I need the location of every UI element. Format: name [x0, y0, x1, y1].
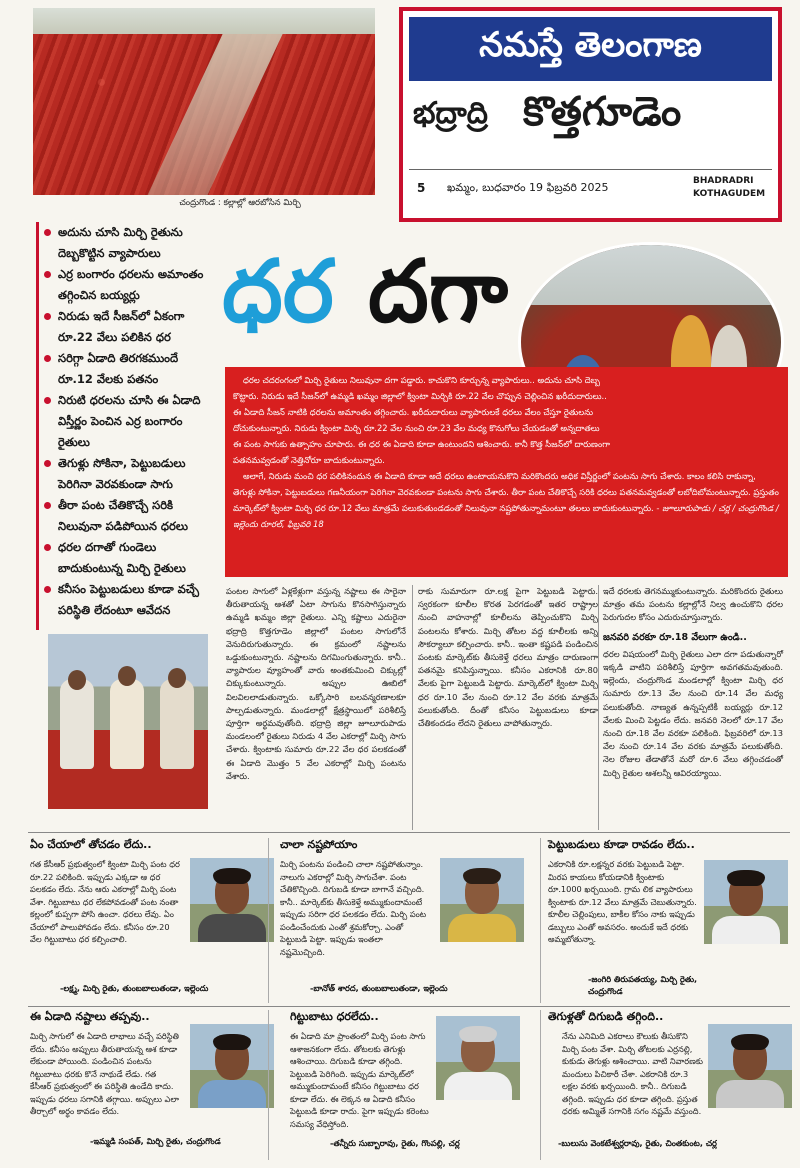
card-divider [268, 1010, 269, 1160]
section-divider [28, 832, 790, 833]
testimonial-card [280, 838, 530, 1008]
highlight-item: ఎర్ర బంగారం ధరలను అమాంతం తగ్గించిన బయ్యర్లు [44, 264, 216, 306]
card-title: చాలా నష్టపోయాం [280, 838, 358, 851]
card-body: నేను ఎనిమిది ఎకరాలు కౌలుకు తీసుకొని మిర్చి పంట వేశా. మిర్చి తోటలకు ఎర్రనల్లి, కుకుడు తెగుళ్లు ఆశించాయి. వాటి నివారణకు మందులు పిచికారీ చేశా. ఎకరానికి రూ.3 లక్షల వరకు ఖర్చయింది. కానీ.. దిగుబడి తగ్గింది. ఇప్పుడు ధర కూడా తగ్గింది. ప్రస్తుత ధరకు అమ్మితే సగానికి సగం నష్టమే వస్తుంది. [562, 1031, 703, 1116]
card-title: ఈ ఏడాది నష్టాలు తప్పవు.. [30, 1010, 150, 1023]
date-line: ఖమ్మం, బుధవారం 19 ఫిబ్రవరి 2025 [447, 181, 609, 194]
highlight-item: తీరా పంట చేతికొచ్చే సరికి నిలువునా పడిపోయిన ధరలు [44, 495, 216, 537]
summary-box [225, 367, 788, 577]
card-signature: -జంగిరి తిరుపతయ్య, మిర్చి రైతు, చంద్రుగొండ [588, 974, 698, 996]
farmer-portrait [708, 1024, 792, 1108]
chili-drying-photo [33, 8, 375, 195]
card-signature: -లక్ష్మ, మిర్చి రైతు, తుంబబాలుతండా, ఇల్లెందు [60, 983, 209, 993]
testimonial-card [548, 1010, 798, 1160]
card-body: ఎకరానికి రూ.లక్షన్నర వరకు పెట్టుబడి పెట్టా. మిరప కాయలు కోయడానికి క్వింటాకు రూ.1000 ఖర్చయింది. గ్రామ లిక వ్యాపారులు క్వింటాకు రూ.12 వేలు మాత్రమే చెబుతున్నారు. కూలీల చెల్లింపులు, బాకీల కోసం నాకు ఇప్పుడు డబ్బులు ఎంతో అవసరం. అందుకే ఇదే ధరకు అమ్మబోతున్నా. [548, 859, 697, 944]
card-signature: -బానోత్ శారద, తుంబబాలుతండా, ఇల్లెందు [310, 983, 448, 993]
top-photo-caption: చంద్రుగొండ : కల్లాల్లో ఆరబోసిన మిర్చి [179, 198, 301, 208]
region-name-1: భద్రాద్రి [413, 96, 488, 131]
highlight-item: నిరుడు ఇదే సీజన్‌లో ఏకంగా రూ.22 వేలు పలికిన ధర [44, 306, 216, 348]
masthead-divider [409, 169, 772, 170]
headline-word-1: ధర [222, 242, 334, 342]
farmers-holding-chili-photo [48, 634, 208, 809]
headline-word-2: దగా [368, 242, 508, 342]
highlights-list [44, 222, 216, 621]
newspaper-title: నమస్తే తెలంగాణ [479, 25, 702, 65]
card-body: మిర్చి సాగులో ఈ ఏడాది లాభాలు వచ్చే పరిస్థితి లేదు. కనీసం అప్పులు తీరుతాయన్న ఆశ కూడా లేకుండా పోయింది. పండించిన పంటను గిట్టుబాటు ధరకు కొనే నాథుడే లేడు. గత కేసీఆర్ ప్రభుత్వంలో ఈ పరిస్థితి ఉండేది కాదు. ఇప్పుడు ధరలు సగానికి తగ్గాయి. అప్పులు ఎలా తీర్చాలో అర్థం కావడం లేదు. [30, 1031, 179, 1116]
farmer-portrait [190, 858, 274, 942]
summary-paragraph-1: ధరల చదరంగంలో మిర్చి రైతులు నిలువునా దగా పడ్డారు. కాచుకొని కూర్చున్న వ్యాపారులు.. అదును చూసి దెబ్బ కొట్టారు. నిరుడు ఇదే సీజన్‌లో ఉమ్మడి ఖమ్మం జిల్లాలో క్వింటా మిర్చికి రూ.22 వేల చొప్పున చెల్లించిన ఖరీదుదారులు.. ఈ ఏడాది సీజన్ నాటికి ధరలను అమాంతం తగ్గించారు. ఖరీదుదారులు వ్యాపారులకే ధరలు వేలం చేస్తూ రైతులను దోచుకుంటున్నారు. నిరుడు క్వింటా మిర్చి రూ.22 వేల నుంచి రూ.23 వేల మధ్య కొనుగోలు చేయడంతో అన్నదాతలు ఈ పంట సాగుకు ఉత్సాహం చూపారు. ఈ ధర ఈ ఏడాది కూడా ఉంటుందని ఆశించారు. కానీ కొత్త సీజన్‌లో దారుణంగా పతనమవ్వడంతో నెత్తినోరూ బాదుకుంటున్నారు. [233, 375, 610, 465]
masthead-band [409, 17, 772, 81]
region-name-2: కొత్తగూడెం [523, 89, 682, 135]
card-divider [268, 838, 269, 1003]
column-divider [412, 585, 413, 830]
article-column-2: రాకు సుమారుగా రూ.లక్ష పైగా పెట్టుబడి పెట్టారు. స్వరకంగా కూలీల కొరత పెరగడంతో ఇతర రాష్ట్రాల నుంచి వాహనాల్లో కూలీలను తెప్పించుకొని మిర్చి పంటలను కోశారు. మిర్చి తోటల వద్ద కూలీలకు అన్ని సౌకర్యాలూ కల్పించారు. కానీ.. ఇంతా కష్టపడి పండించిన పంటకు మార్కెట్‌కు తీసుకెళ్తే ధరలు మాత్రం దారుణంగా పతనమై కనిపిస్తున్నాయి. కనీసం ఎకరానికి రూ.80 వేలకు పైగా పెట్టుబడి పెట్టారు. మార్కెట్‌లో క్వింటా మిర్చి ధర రూ.10 వేల నుంచి రూ.12 వేల వరకు మాత్రమే పలుకుతోంది. దీంతో కనీసం పెట్టుబడులు కూడా చేతికందడం లేదని రైతులు వాపోతున్నారు. [418, 586, 598, 729]
farmer-portrait [440, 858, 524, 942]
highlight-item: ధరల దగాతో గుండెలు బాదుకుంటున్న మిర్చి రైతులు [44, 537, 216, 579]
card-title: గిట్టుబాటు ధరలేదు.. [290, 1010, 379, 1023]
highlight-item: సరిగ్గా ఏడాది తిరగకముందే రూ.12 వేలకు పతనం [44, 348, 216, 390]
highlight-item: అదును చూసి మిర్చి రైతును దెబ్బకొట్టిన వ్యాపారులు [44, 222, 216, 264]
card-divider [540, 838, 541, 1003]
article-column-1: పంటల సాగులో ఏళ్లకేళ్లుగా వస్తున్న నష్టాలు ఈ సారైనా తీరుతాయన్న ఆశతో ఏటా సాగును కొనసాగిస్తున్నారు ఉమ్మడి ఖమ్మం జిల్లా రైతులు. ఎన్ని కష్టాలు ఎదురైనా భద్రాద్రి కొత్తగూడెం జిల్లాలో పంటల సాగులోనే వెనుదిరుగుతున్నారు. ఈ క్రమంలో నష్టాలను ఒడ్డుకుంటున్నారు. నష్టాలను దిగమింగుతున్నారు. కానీ.. వ్యాపారుల వ్యూహంతో వారు అంతకుమించి చిక్కుల్లో చిక్కుకుంటున్నారు. అప్పుల ఊబిలో విలవిలలాడుతున్నారు. ఒక్కోసారి బలవన్మరణాలకూ పాల్పడుతున్నారు. మండలాల్లో క్షేత్రస్థాయిలో పరిశీలిస్తే పూర్తిగా అర్థమవుతోంది. భద్రాద్రి జిల్లా జూలూరుపాడు మండలంలో రైతులు నిరుడు 4 వేల ఎకరాల్లో మిర్చి సాగు చేశారు. క్వింటాకు సుమారు రూ.22 వేల ధర పలకడంతో ఈ ఏడాది మొత్తం 5 వేల ఎకరాల్లో మిర్చి పంటను వేశారు. [226, 586, 406, 781]
card-signature: -బులుసు వెంకటేశ్వర్లరావు, రైతు, చింతకుంట, చర్ల [558, 1138, 717, 1148]
article-column-3: ఇదే ధరలకు తెగనమ్ముకుంటున్నారు. మరికొందరు రైతులు మాత్రం తమ పంటను కల్లాల్లోనే నిల్వ ఉంచుకొని ధరల పెరుగుదల కోసం ఎదురుచూస్తున్నారు. జనవరి వరకూ రూ.18 వేలుగా ఉండి.. ధరల విషయంలో మిర్చి రైతులు ఎలా దగా పడుతున్నారో ఇక్కడి వాటిని పరిశీలిస్తే పూర్తిగా అవగతమవుతుంది. ఇల్లెందు, చంద్రుగొండ మండలాల్లో క్వింటా మిర్చి ధర సుమారు రూ.13 వేల నుంచి రూ.14 వేల మధ్య పలుకుతోంది. నాణ్యత ఉన్నప్పటికీ బయ్యర్లు రూ.12 వేలకు మించి పెట్టడం లేదు. జనవరి నెలలో రూ.17 వేల నుంచి రూ.18 వేల వరకూ పలికింది. ఫిబ్రవరిలో రూ.13 వేల నుంచి రూ.14 వేల వరకు మాత్రమే పలుకుతోంది. నెల రోజుల తేడాతోనే మరో రూ.6 వేలు తగ్గించడంతో మిర్చి రైతుల ఆశలన్నీ ఆవిరయ్యాయి. [603, 586, 783, 778]
summary-byline: - జూలూరుపాడు / చర్ల / చంద్రుగొండ / ఇల్లెందు రూరల్, ఫిబ్రవరి 18 [233, 503, 779, 529]
farmer-portrait [190, 1024, 274, 1108]
card-body: మిర్చి పంటను పండించి చాలా నష్టపోతున్నాం. నాలుగు ఎకరాల్లో మిర్చి సాగుచేశా. పంట చేతికొచ్చింది. దిగుబడి కూడా బాగానే వచ్చింది. కానీ.. మార్కెట్‌కు తీసుకెళ్తే అమ్ముకుందామంటే ఇప్పుడు సరిగా ధర పలకడం లేదు. మిర్చి పంట పండించేందుకు ఎంతో శ్రమకోర్చా. ఎంతో పెట్టుబడి పెట్టా. ఇప్పుడు ఇంతలా నష్టమొచ్చింది. [280, 859, 427, 957]
card-signature: -ఇమ్మడి సంపత్, మిర్చి రైతు, చంద్రుగొండ [90, 1136, 221, 1146]
testimonial-card [290, 1010, 540, 1160]
main-headline [218, 232, 518, 362]
testimonial-card [548, 838, 798, 1008]
page-number: 5 [417, 181, 426, 195]
column-subheading: జనవరి వరకూ రూ.18 వేలుగా ఉండి.. [603, 631, 747, 643]
section-divider [28, 1006, 790, 1007]
card-title: తెగుళ్లతో దిగుబడి తగ్గింది.. [548, 1010, 664, 1023]
bullet-accent-bar [36, 222, 39, 630]
masthead [399, 7, 782, 222]
testimonial-card [30, 838, 280, 1008]
highlight-item: కనీసం పెట్టుబడులు కూడా వచ్చే పరిస్థితి లేదంటూ ఆవేదన [44, 579, 216, 621]
card-title: ఏం చేయాలో తోచడం లేదు.. [30, 838, 152, 851]
card-divider [540, 1010, 541, 1160]
column-divider [598, 585, 599, 830]
card-body: ఈ ఏడాది మా ప్రాంతంలో మిర్చి పంట సాగు ఆశాజనకంగా లేదు. తోటలకు తెగుళ్లు ఆశించాయి. దిగుబడి కూడా తగ్గింది. పెట్టుబడి పెరిగింది. ఇప్పుడు మార్కెట్‌లో అమ్ముకుందామంటే కనీసం గిట్టుబాటు ధర కూడా లేదు. ఈ లెక్కన ఆ ఏడాది కనీసం పెట్టుబడి కూడా రాదు. పైగా ఇప్పుడు కరెంటు సమస్య వేధిస్తోంది. [290, 1031, 429, 1129]
card-title: పెట్టుబడులు కూడా రావడం లేదు.. [548, 838, 695, 851]
summary-paragraph-2: అలాగే, నిరుడు మంచి ధర పలికినందున ఈ ఏడాది కూడా అదే ధరలు ఉంటాయనుకొని మరికొందరు అధిక విస్తీర్ణంలో పంటను సాగు చేశారు. కాలం కలిసి రాకున్నా, తెగుళ్లు సోకినా, పెట్టుబడులు గణనీయంగా పెరిగినా వెరవకుండా పంటను సాగు చేశారు. తీరా పంట చేతికొచ్చే సరికి ధరలు పతనమవ్వడంతో లబోదిబోమంటున్నారు. ప్రస్తుతం మార్కెట్‌లో క్వింటా మిర్చి ధర రూ.12 వేలు మాత్రమే పలుకుతుండడంతో నిలువునా నష్టపోతున్నామంటూ తలలు బాదుకుంటున్నారు. - జూలూరుపాడు / చర్ల / చంద్రుగొండ / ఇల్లెందు రూరల్, ఫిబ్రవరి 18 [233, 471, 779, 529]
card-body: గత కేసీఆర్ ప్రభుత్వంలో క్వింటా మిర్చి పంట ధర రూ.22 పలికింది. ఇప్పుడు ఎక్కడా ఆ ధర పలకడం లేదు. నేను ఆరు ఎకరాల్లో మిర్చి పంట వేశా. గిట్టుబాటు ధర లేకపోవడంతో పంట నంతా కల్లంలో కుప్పగా పోసి ఉంచా. ధరలు లేవు. ఏం చేయాలో పాలుపోవడం లేదు. కనీసం రూ.20 వేల గిట్టుబాటు ధర కల్పించాలి. [30, 859, 180, 944]
district-english: BHADRADRI KOTHAGUDEM [693, 176, 766, 199]
card-signature: -తన్నీరు సుబ్బారావు, రైతు, గొంపల్లి, చర్ల [330, 1138, 460, 1148]
testimonial-card [30, 1010, 280, 1160]
farmer-portrait [704, 860, 788, 944]
highlight-item: నిరుటి ధరలను చూసి ఈ ఏడాది విస్తీర్ణం పెంచిన ఎర్ర బంగారం రైతులు [44, 390, 216, 453]
highlight-item: తెగుళ్లు సోకినా, పెట్టుబడులు పెరిగినా వెరవకుండా సాగు [44, 453, 216, 495]
farmer-portrait [436, 1016, 520, 1100]
